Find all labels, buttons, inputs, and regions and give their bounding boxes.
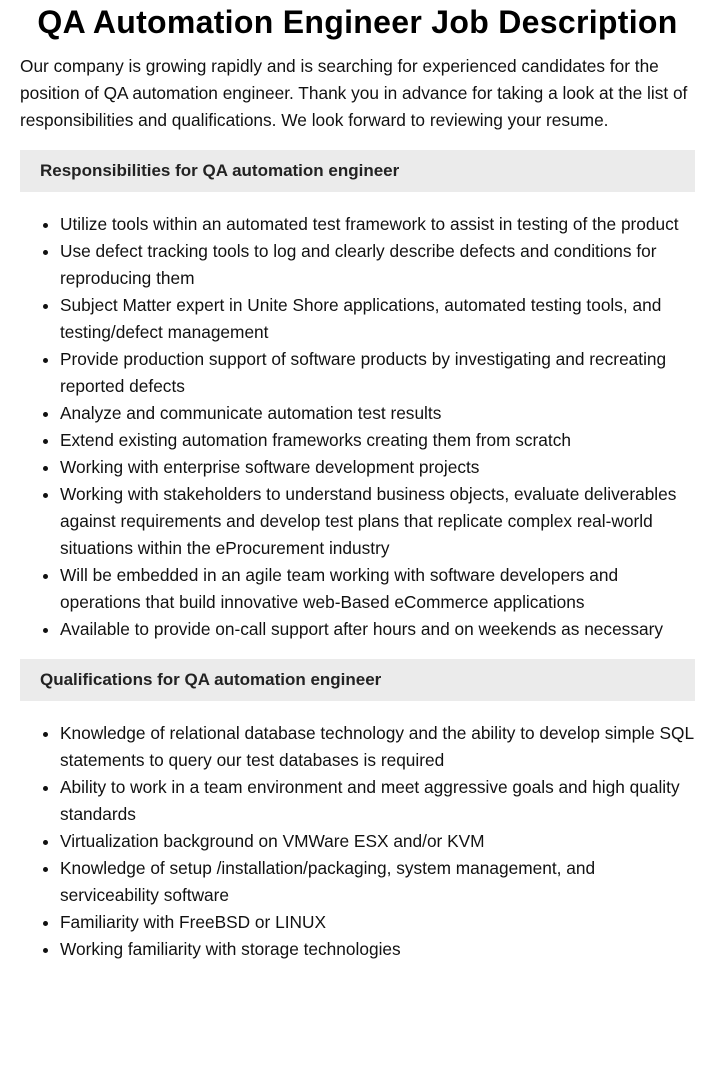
list-item: • Ability to work in a team environment and meet aggressive goals and high quality standards [60,774,695,828]
list-item: • Working with enterprise software development projects [60,454,695,481]
page-title: QA Automation Engineer Job Description [37,4,678,40]
list-item: • Subject Matter expert in Unite Shore applications, automated testing tools, and testing/defect management [60,292,695,346]
responsibilities-heading: Responsibilities for QA automation engineer [20,150,695,192]
list-item: • Working familiarity with storage technologies [60,936,695,963]
list-item: • Knowledge of relational database technology and the ability to develop simple SQL statements to query our test databases is required [60,720,695,774]
list-item: • Analyze and communicate automation test results [60,400,695,427]
list-item: • Familiarity with FreeBSD or LINUX [60,909,695,936]
list-item: • Utilize tools within an automated test framework to assist in testing of the product [60,211,695,238]
responsibilities-list [20,211,695,643]
list-item: • Virtualization background on VMWare ESX and/or KVM [60,828,695,855]
list-item: • Use defect tracking tools to log and clearly describe defects and conditions for reproducing them [60,238,695,292]
list-item: • Working with stakeholders to understand business objects, evaluate deliverables against requirements and develop test plans that replicate complex real-world situations within the eProcurement industry [60,481,695,562]
list-item: • Extend existing automation frameworks creating them from scratch [60,427,695,454]
list-item: • Knowledge of setup /installation/packaging, system management, and serviceability software [60,855,695,909]
intro-paragraph: Our company is growing rapidly and is searching for experienced candidates for the position of QA automation engineer. Thank you in advance for taking a look at the list of responsibilities and qualifications. We look forward to reviewing your resume. [20,56,688,130]
list-item: • Provide production support of software products by investigating and recreating reported defects [60,346,695,400]
qualifications-heading: Qualifications for QA automation engineer [20,659,695,701]
list-item: • Available to provide on-call support after hours and on weekends as necessary [60,616,695,643]
list-item: • Will be embedded in an agile team working with software developers and operations that build innovative web-Based eCommerce applications [60,562,695,616]
qualifications-list [20,720,695,963]
